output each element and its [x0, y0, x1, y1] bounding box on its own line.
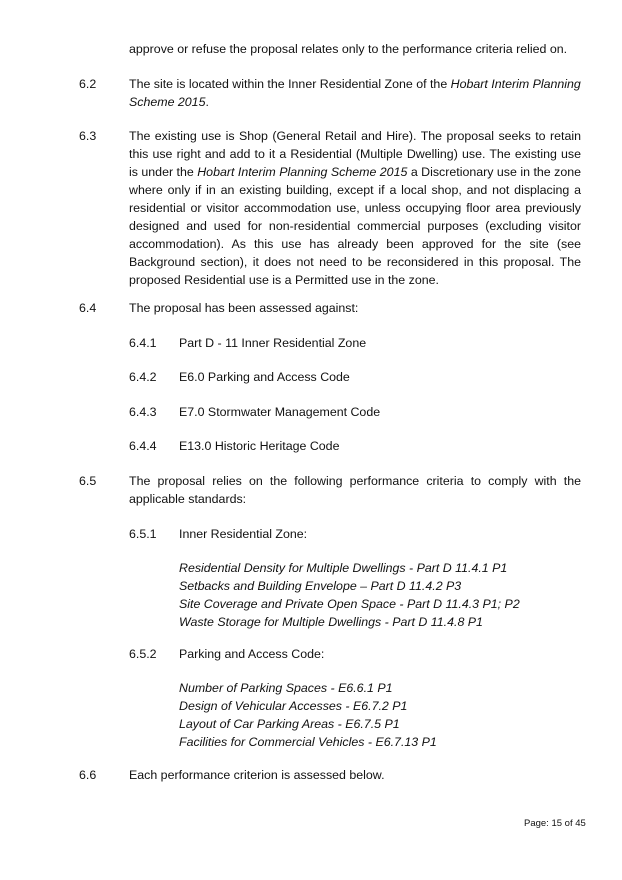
section-number-6-2: 6.2: [79, 77, 97, 91]
intro-continuation: approve or refuse the proposal relates only to the performance criteria relied on.: [129, 42, 568, 56]
group-number-6-5-2: 6.5.2: [129, 647, 157, 661]
criterion-item: Number of Parking Spaces - E6.6.1 P1: [179, 681, 393, 695]
criterion-item: Facilities for Commercial Vehicles - E6.7.13 P1: [179, 735, 437, 749]
item-number-6-4-4: 6.4.4: [129, 439, 157, 453]
criterion-item: Design of Vehicular Accesses - E6.7.2 P1: [179, 699, 408, 713]
section-number-6-3: 6.3: [79, 129, 97, 143]
item-number-6-4-3: 6.4.3: [129, 405, 157, 419]
item-number-6-4-2: 6.4.2: [129, 370, 157, 384]
item-text-6-4-4: E13.0 Historic Heritage Code: [179, 439, 340, 453]
s6-2-text-before: The site is located within the Inner Residential Zone of the: [129, 77, 451, 91]
criterion-item: Setbacks and Building Envelope – Part D 11.4.2 P3: [179, 579, 462, 593]
criterion-item: Layout of Car Parking Areas - E6.7.5 P1: [179, 717, 400, 731]
s6-2-text-after: .: [205, 95, 209, 109]
page-number: Page: 15 of 45: [524, 818, 586, 829]
item-number-6-4-1: 6.4.1: [129, 336, 157, 350]
s6-3-text-after: a Discretionary use in the zone where only if in an existing building, except if a local shop, and not displacing a residential or visitor accommodation use, unless occupying floor area previously designed and used for non-residential commercial purposes (excluding visitor accommodation). As this use has already been approved for the site (see Background section), it does not need to be reconsidered in this proposal. The proposed Residential use is a Permitted use in the zone.: [129, 165, 581, 287]
section-6-2-text: [129, 75, 581, 111]
item-text-6-4-2: E6.0 Parking and Access Code: [179, 370, 350, 384]
group-title-6-5-1: Inner Residential Zone:: [179, 527, 308, 541]
section-6-6-text: Each performance criterion is assessed below.: [129, 768, 385, 782]
section-6-5-text: The proposal relies on the following performance criteria to comply with the applicable standards:: [129, 474, 581, 506]
s6-3-text-before: The existing use is Shop (General Retail and Hire). The proposal seeks to retain this use right and add to it a Residential (Multiple Dwelling) use. The existing use is under the: [129, 129, 581, 179]
group-number-6-5-1: 6.5.1: [129, 527, 157, 541]
item-text-6-4-1: Part D - 11 Inner Residential Zone: [179, 336, 367, 350]
criteria-list-6-5-2: [179, 679, 437, 751]
group-title-6-5-2: Parking and Access Code:: [179, 647, 325, 661]
section-number-6-4: 6.4: [79, 301, 97, 315]
s6-3-scheme-title: Hobart Interim Planning Scheme 2015: [197, 165, 408, 179]
item-text-6-4-3: E7.0 Stormwater Management Code: [179, 405, 381, 419]
section-6-4-text: The proposal has been assessed against:: [129, 301, 359, 315]
criterion-item: Residential Density for Multiple Dwellings - Part D 11.4.1 P1: [179, 561, 508, 575]
section-number-6-6: 6.6: [79, 768, 97, 782]
section-6-3-text: [129, 127, 581, 289]
criterion-item: Waste Storage for Multiple Dwellings - Part D 11.4.8 P1: [179, 615, 483, 629]
section-number-6-5: 6.5: [79, 474, 97, 488]
s6-2-scheme-title: Hobart Interim Planning Scheme 2015: [129, 77, 581, 109]
criterion-item: Site Coverage and Private Open Space - Part D 11.4.3 P1; P2: [179, 597, 520, 611]
criteria-list-6-5-1: [179, 559, 520, 631]
